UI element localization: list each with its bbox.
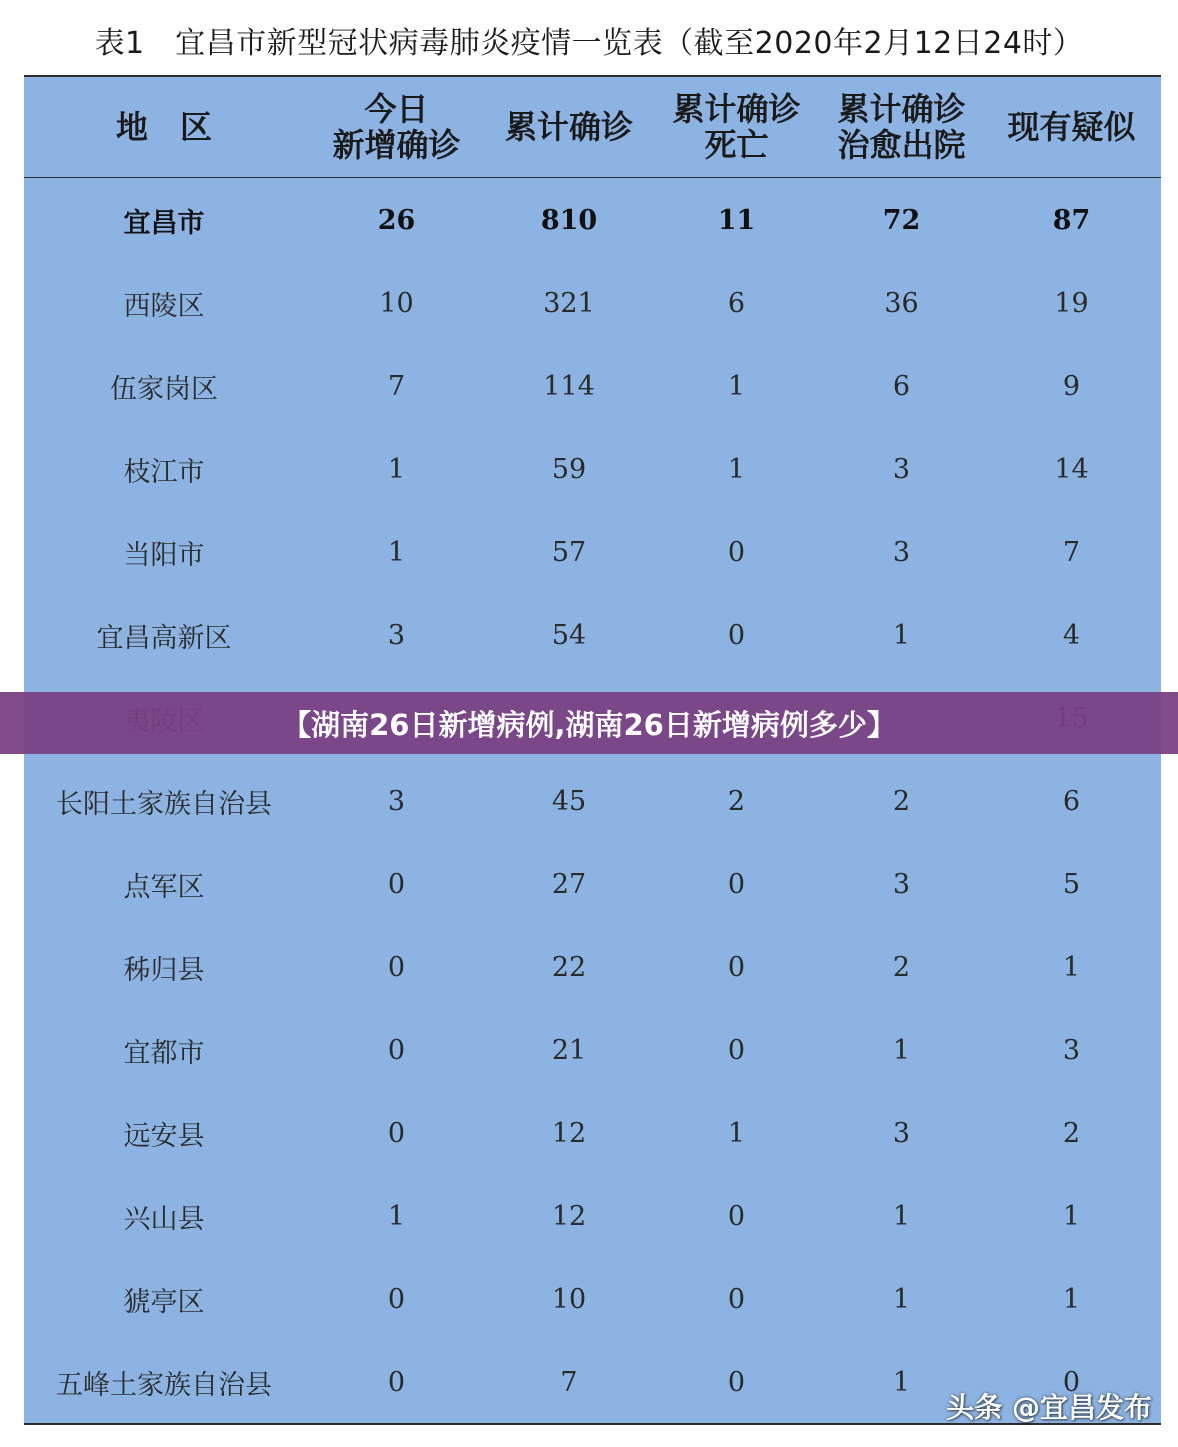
table-row: [24, 179, 1161, 262]
cell-suspected: 9: [1062, 371, 1081, 402]
table-row: [24, 1092, 1161, 1175]
cell-region: 点军区: [123, 872, 205, 903]
cell-deaths: 0: [727, 1367, 746, 1398]
cell-region: 远安县: [123, 1121, 205, 1152]
cell-new-confirmed: 1: [387, 1201, 406, 1232]
cell-deaths: 1: [727, 371, 746, 402]
cell-total-confirmed: 12: [551, 1118, 587, 1149]
cell-total-confirmed: 7: [560, 1367, 578, 1398]
cell-suspected: 1: [1062, 1201, 1081, 1232]
cell-deaths: 0: [727, 952, 746, 983]
cell-recovered: 2: [892, 786, 911, 817]
cell-total-confirmed: 54: [551, 620, 587, 651]
cell-total-confirmed: 12: [551, 1201, 587, 1232]
cell-recovered: 3: [892, 537, 911, 568]
cell-new-confirmed: 0: [387, 1118, 406, 1149]
cell-suspected: 87: [1052, 205, 1091, 236]
cell-region: 宜都市: [123, 1038, 205, 1069]
cell-new-confirmed: 0: [387, 1035, 406, 1066]
table-row: [24, 428, 1161, 511]
cell-total-confirmed: 27: [551, 869, 587, 900]
table-row: [24, 511, 1161, 594]
table-row: [24, 345, 1161, 428]
cell-recovered: 3: [892, 1118, 911, 1149]
cell-region: 宜昌市: [123, 208, 205, 239]
cell-total-confirmed: 321: [543, 288, 595, 319]
table-title: 表1 宜昌市新型冠状病毒肺炎疫情一览表（截至2020年2月12日24时）: [94, 26, 1084, 61]
cell-total-confirmed: 810: [540, 205, 598, 236]
cell-total-confirmed: 21: [551, 1035, 587, 1066]
cell-total-confirmed: 22: [551, 952, 587, 983]
cell-region: 西陵区: [123, 291, 205, 322]
cell-new-confirmed: 3: [387, 620, 406, 651]
cell-total-confirmed: 114: [543, 371, 595, 402]
cell-recovered: 1: [892, 620, 911, 651]
cell-region: 五峰土家族自治县: [56, 1370, 272, 1401]
cell-new-confirmed: 0: [387, 1284, 406, 1315]
header-recovered: 累计确诊 治愈出院: [837, 90, 966, 164]
table-row: [24, 843, 1161, 926]
cell-new-confirmed: 26: [377, 205, 416, 236]
cell-total-confirmed: 45: [551, 786, 587, 817]
table-row: [24, 1258, 1161, 1341]
cell-new-confirmed: 7: [387, 371, 406, 402]
source-watermark: 头条 @宜昌发布: [946, 1391, 1152, 1424]
cell-suspected: 19: [1054, 288, 1089, 319]
cell-suspected: 6: [1062, 786, 1081, 817]
table-row: [24, 1175, 1161, 1258]
cell-total-confirmed: 57: [551, 537, 587, 568]
cell-suspected: 4: [1062, 620, 1081, 651]
cell-new-confirmed: 0: [387, 869, 406, 900]
cell-recovered: 1: [892, 1035, 911, 1066]
cell-suspected: 7: [1062, 537, 1081, 568]
cell-deaths: 0: [727, 620, 746, 651]
headline-text: 【湖南26日新增病例,湖南26日新增病例多少】: [282, 707, 896, 742]
cell-recovered: 2: [892, 952, 911, 983]
table-row: [24, 262, 1161, 345]
cell-recovered: 36: [884, 288, 919, 319]
cell-deaths: 0: [727, 1201, 746, 1232]
cell-suspected: 0: [1062, 1367, 1081, 1398]
cell-deaths: 2: [727, 786, 746, 817]
cell-deaths: 1: [727, 454, 746, 485]
cell-region: 兴山县: [123, 1204, 205, 1235]
table-row: [24, 760, 1161, 843]
cell-deaths: 0: [727, 537, 746, 568]
cell-new-confirmed: 0: [387, 952, 406, 983]
cell-deaths: 6: [727, 288, 746, 319]
cell-recovered: 72: [882, 205, 921, 236]
cell-recovered: 1: [892, 1201, 911, 1232]
cell-deaths: 0: [727, 1284, 746, 1315]
cell-new-confirmed: 1: [387, 454, 406, 485]
cell-region: 伍家岗区: [110, 374, 218, 405]
cell-region: 当阳市: [123, 540, 205, 571]
cell-total-confirmed: 59: [551, 454, 587, 485]
cell-suspected: 1: [1062, 1284, 1081, 1315]
cell-recovered: 1: [892, 1367, 911, 1398]
table-header-row: [24, 77, 1161, 178]
cell-deaths: 0: [727, 869, 746, 900]
table-row: [24, 926, 1161, 1009]
headline-banner: [0, 692, 1178, 754]
header-region: 地 区: [115, 108, 212, 146]
cell-new-confirmed: 0: [387, 1367, 406, 1398]
cell-region: 长阳土家族自治县: [56, 789, 272, 820]
cell-suspected: 5: [1062, 869, 1081, 900]
cell-new-confirmed: 10: [379, 288, 414, 319]
cell-suspected: 3: [1062, 1035, 1081, 1066]
header-suspected: 现有疑似: [1007, 108, 1136, 146]
cell-new-confirmed: 1: [387, 537, 406, 568]
cell-recovered: 6: [892, 371, 911, 402]
cell-deaths: 11: [717, 205, 756, 236]
table-row: [24, 1009, 1161, 1092]
cell-recovered: 1: [892, 1284, 911, 1315]
cell-total-confirmed: 10: [551, 1284, 587, 1315]
cell-recovered: 3: [892, 454, 911, 485]
cell-recovered: 3: [892, 869, 911, 900]
cell-region: 宜昌高新区: [96, 623, 232, 654]
cell-suspected: 1: [1062, 952, 1081, 983]
header-total-confirmed: 累计确诊: [504, 108, 633, 146]
cell-suspected: 2: [1062, 1118, 1081, 1149]
table-row: [24, 594, 1161, 677]
cell-region: 猇亭区: [123, 1287, 205, 1318]
cell-region: 枝江市: [123, 457, 205, 488]
cell-new-confirmed: 3: [387, 786, 406, 817]
cell-deaths: 0: [727, 1035, 746, 1066]
cell-region: 秭归县: [123, 955, 205, 986]
header-deaths: 累计确诊 死亡: [672, 90, 801, 164]
header-new-confirmed: 今日 新增确诊: [332, 90, 461, 164]
cell-suspected: 14: [1054, 454, 1089, 485]
cell-deaths: 1: [727, 1118, 746, 1149]
